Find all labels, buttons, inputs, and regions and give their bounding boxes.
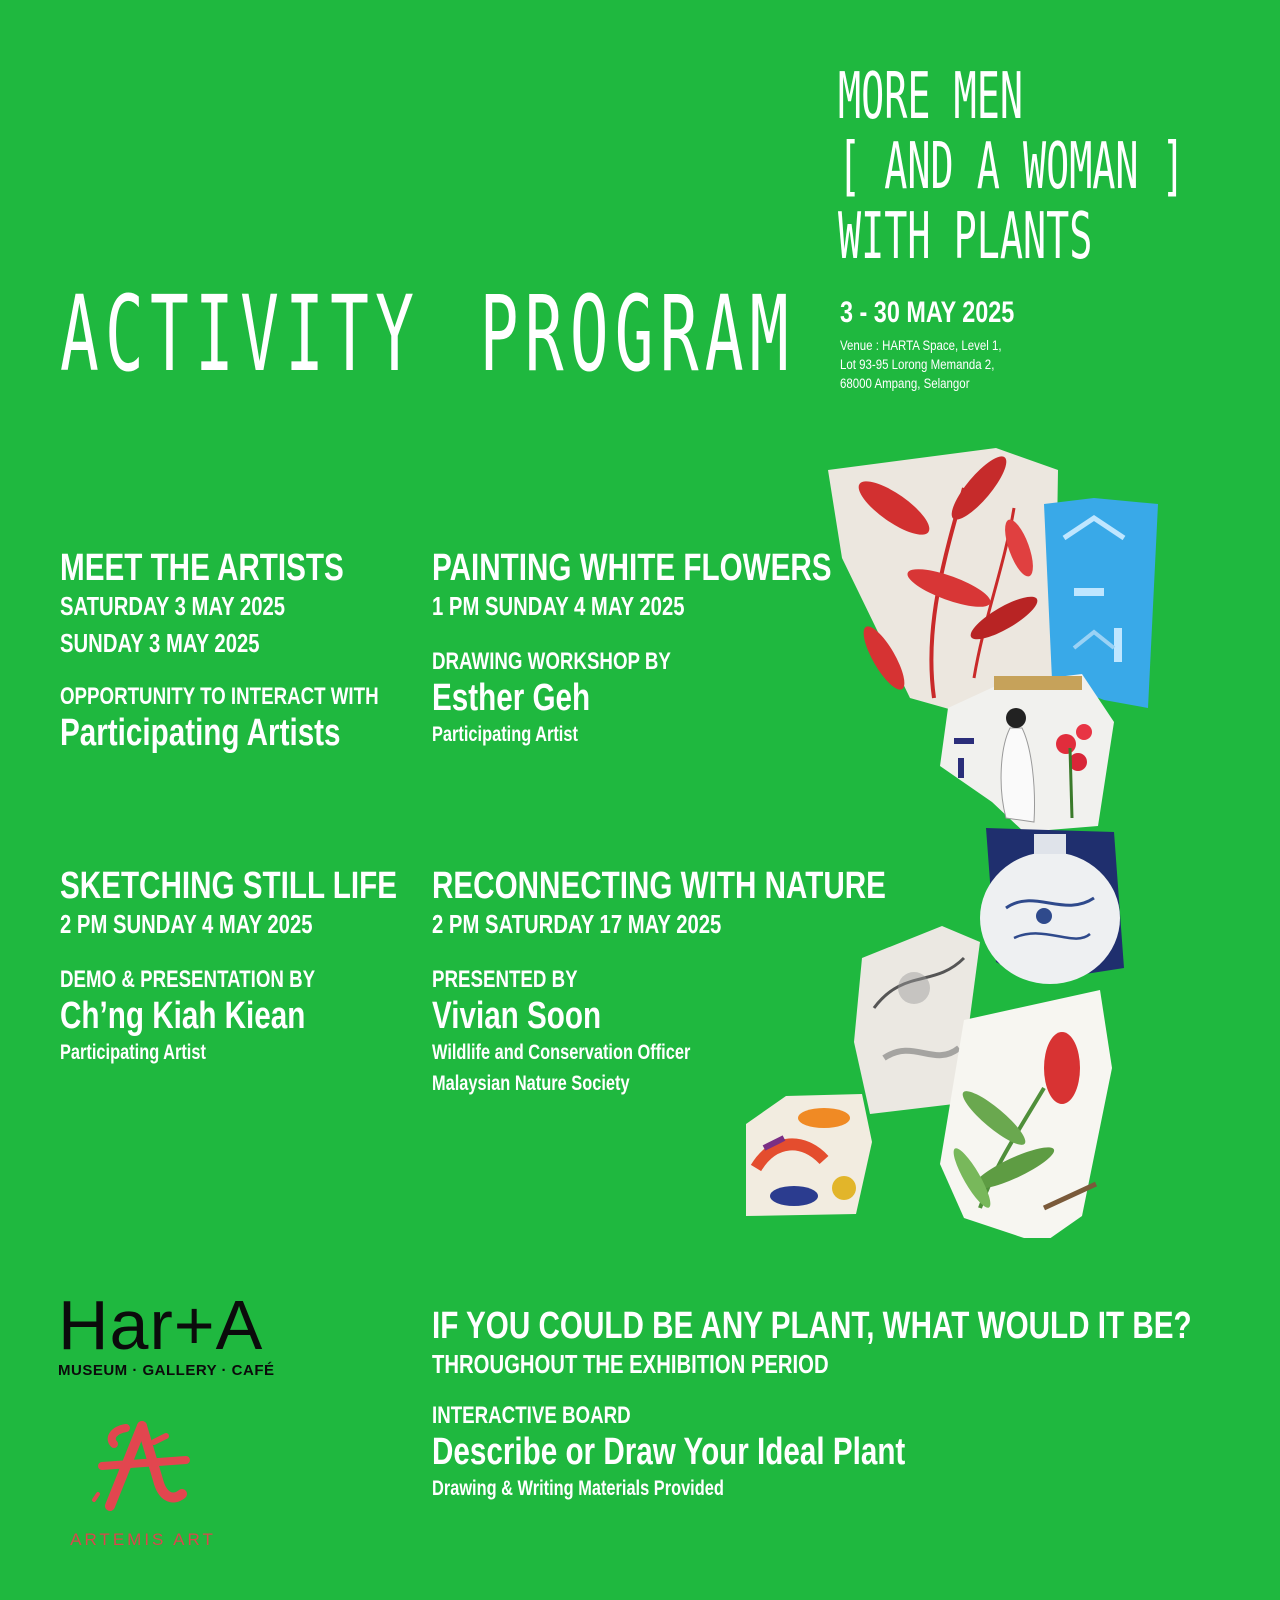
exhibition-title	[838, 62, 1185, 272]
colorful-abstract-artwork	[746, 1094, 872, 1216]
program-presenter-org: Malaysian Nature Society	[432, 1072, 630, 1095]
venue-line: Venue : HARTA Space, Level 1,	[840, 338, 1002, 353]
program-presenter-role: Participating Artist	[432, 723, 578, 746]
artwork-collage	[744, 448, 1174, 1238]
artemis-art-text: ARTEMIS ART	[70, 1530, 216, 1549]
program-title: IF YOU COULD BE ANY PLANT, WHAT WOULD IT BE?	[432, 1305, 1192, 1347]
program-date: SUNDAY 3 MAY 2025	[60, 628, 260, 658]
program-date: 2 PM SUNDAY 4 MAY 2025	[60, 909, 313, 939]
title-word-activity: ACTIVITY	[60, 273, 421, 395]
program-presenter-role: Wildlife and Conservation Officer	[432, 1041, 691, 1064]
program-presenter: Esther Geh	[432, 677, 591, 719]
program-date: 2 PM SATURDAY 17 MAY 2025	[432, 909, 722, 939]
exhibition-title-line: WITH PLANTS	[838, 200, 1093, 274]
program-ideal-plant	[432, 1305, 1192, 1504]
program-label: PRESENTED BY	[432, 966, 578, 993]
program-date: THROUGHOUT THE EXHIBITION PERIOD	[432, 1349, 829, 1379]
botanical-illustration-artwork	[940, 990, 1112, 1238]
program-label: DEMO & PRESENTATION BY	[60, 966, 316, 993]
venue-line: Lot 93-95 Lorong Memanda 2,	[840, 357, 995, 372]
program-meet-the-artists	[60, 548, 450, 754]
title-word-program: PROGRAM	[479, 273, 795, 395]
program-title: RECONNECTING WITH NATURE	[432, 865, 886, 907]
exhibition-dates: 3 - 30 MAY 2025	[840, 296, 1015, 329]
program-label: DRAWING WORKSHOP BY	[432, 648, 671, 675]
artemis-art-logo	[58, 1420, 228, 1550]
program-activity: Describe or Draw Your Ideal Plant	[432, 1431, 906, 1473]
artemis-mark-icon	[58, 1420, 228, 1520]
program-sketching-still-life	[60, 866, 450, 1068]
program-materials: Drawing & Writing Materials Provided	[432, 1477, 724, 1500]
program-date: 1 PM SUNDAY 4 MAY 2025	[432, 591, 685, 621]
harta-wordmark: Har+A	[58, 1286, 264, 1364]
program-date: SATURDAY 3 MAY 2025	[60, 591, 286, 621]
exhibition-title-line: MORE MEN	[838, 60, 1023, 134]
page-title	[60, 273, 795, 395]
harta-logo	[58, 1286, 275, 1379]
program-presenter: Ch’ng Kiah Kiean	[60, 995, 306, 1037]
venue-line: 68000 Ampang, Selangor	[840, 376, 970, 391]
program-title: SKETCHING STILL LIFE	[60, 865, 398, 907]
program-presenter-role: Participating Artist	[60, 1041, 206, 1064]
porcelain-vase-artwork	[980, 828, 1124, 984]
program-title: PAINTING WHITE FLOWERS	[432, 547, 832, 589]
program-presenter: Participating Artists	[60, 712, 341, 754]
program-label: INTERACTIVE BOARD	[432, 1402, 631, 1429]
exhibition-title-line: [ AND A WOMAN ]	[838, 130, 1185, 204]
harta-tagline: MUSEUM · GALLERY · CAFÉ	[58, 1362, 275, 1379]
program-label: OPPORTUNITY TO INTERACT WITH	[60, 683, 379, 710]
program-presenter: Vivian Soon	[432, 995, 602, 1037]
program-title: MEET THE ARTISTS	[60, 547, 344, 589]
venue-address	[840, 336, 1002, 393]
